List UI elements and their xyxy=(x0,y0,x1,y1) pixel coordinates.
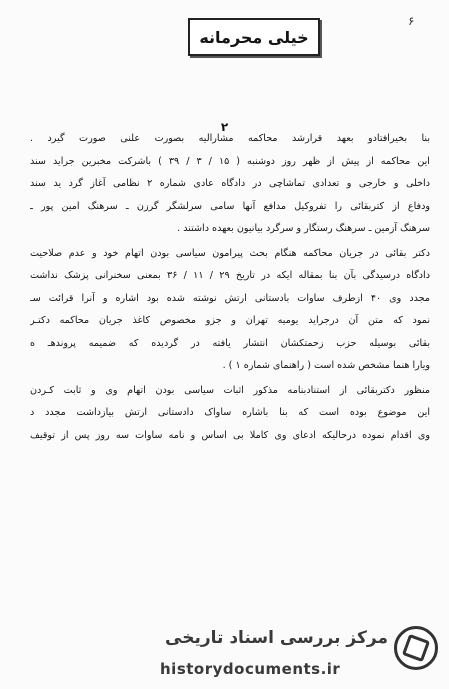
text-line: مجدد وی ۴۰ ازطرف ساوات بادستانی ارتش نوشته شده بود اشاره و آنرا قرائت سـ xyxy=(30,292,430,304)
text-line: این موضوع بوده است که بنا باشاره ساواک دادستانی ارتش بیازداشت مجدد د xyxy=(30,407,430,418)
page-number: ۲ xyxy=(220,120,229,134)
text-line: این محاکمه از پیش از ظهر روز دوشنبه ( ۱۵ / ۳ / ۳۹ ) باشرکت مخبرین جراید سند xyxy=(30,155,430,167)
text-line: دکتر بقائی در جریان محاکمه هنگام بحث پیرامون سیاسی بودن اتهام خود و عدم صلاحیت xyxy=(30,247,430,259)
text-line: ویارا هنما مشخص شده است ( راهنمای شماره ۱ ) . xyxy=(222,360,430,371)
classification-stamp: خیلی محرمانه xyxy=(188,18,320,56)
text-line: وی اقدام نموده درحالیکه ادعای وی کاملا بی اساس و نامه ساوات سه روز پس از توقیف xyxy=(30,429,430,441)
watermark-url: historydocuments.ir xyxy=(160,660,341,678)
corner-mark: ۶ xyxy=(408,14,415,28)
archive-logo-icon xyxy=(394,626,438,670)
text-line: منظور دکتربقائی از استنادبنامه مذکور اثبات سیاسی بودن اتهام وی و ثابت کـردن xyxy=(30,384,430,396)
text-line: نمود که متن آن درجراید یومیه تهران و جزو مخصوص کاغذ جریان محاکمه دکتـر xyxy=(30,315,430,326)
text-line: ودفاع از کتربقائی را تفروکیل مدافع آنها سامی سرلشگر گرزن ـ سرهنگ امین پور ـ xyxy=(30,200,430,212)
text-line: بقائی بوسیله حزب زحمتکشان انتشار یافته در گردیده که ضمیمه پروندهـ ه xyxy=(30,337,430,349)
watermark-title: مرکز بررسی اسناد تاریخی xyxy=(165,628,388,648)
text-line: سرهنگ آزمین ـ سرهنگ رستگار و سرگرد بیانیون بعهده داشتند . xyxy=(177,223,430,234)
watermark xyxy=(150,624,446,684)
text-line: داخلی و خارجی و تعدادی تماشاچی در دادگاه عادی شماره ۲ نظامی آغاز گرد ید سند xyxy=(30,178,430,189)
text-line: دادگاه درسیدگی بآن بنا بمقاله ایکه در تاریخ ۲۹ / ۱۱ / ۳۶ بمعنی سخنرانی پزشک نداشت xyxy=(30,270,430,281)
document-body xyxy=(30,128,430,447)
text-line: بنا بخیرافتادو بعهد قرارشد محاکمه مشارالیه بصورت علنی صورت گیرد . xyxy=(30,133,430,144)
